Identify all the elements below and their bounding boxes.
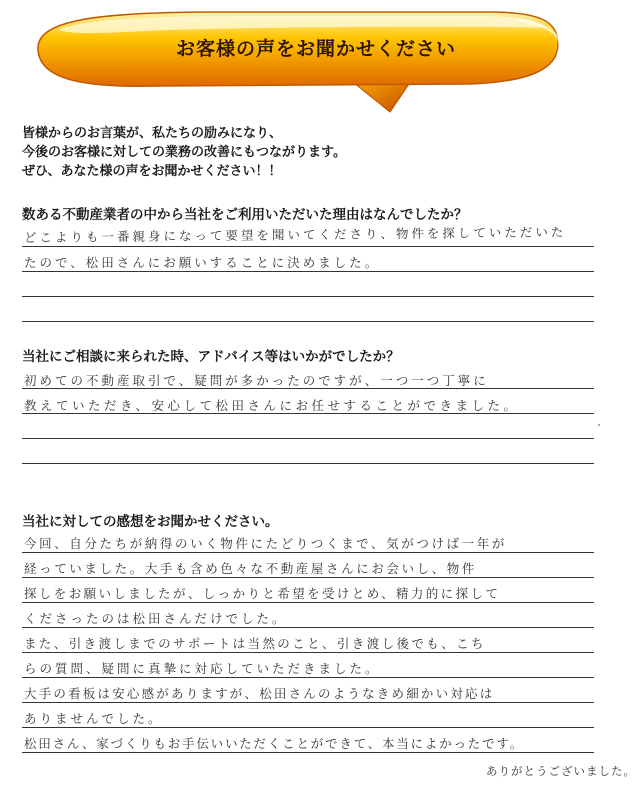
handwritten-answer: また、引き渡しまでのサポートは当然のこと、引き渡し後でも、こち [24, 636, 486, 651]
handwritten-answer: 大手の看板は安心感がありますが、松田さんのようなきめ細かい対応は [24, 686, 495, 701]
ruled-line [22, 552, 594, 553]
ruled-line [22, 727, 594, 728]
ruled-line [22, 438, 594, 439]
handwritten-answer: 初めての不動産取引で、疑問が多かったのですが、一つ一つ丁寧に [24, 373, 489, 388]
ruled-line [22, 577, 594, 578]
handwritten-answer: どこよりも一番親身になって要望を聞いてくださり、物件を探していただいた [23, 224, 567, 246]
ruled-line [22, 271, 594, 272]
intro-text [22, 124, 582, 181]
closing-note: ありがとうございました。 [486, 764, 636, 778]
question-3: 当社に対しての感想をお聞かせください。 [22, 514, 279, 530]
intro-line: 皆様からのお言葉が、私たちの励みになり、 [22, 126, 283, 141]
ruled-line [22, 702, 594, 703]
handwritten-answer: 経っていました。大手も含め色々な不動産屋さんにお会いし、物件 [24, 561, 478, 576]
handwritten-answer: 松田さん、家づくりもお手伝いいただくことができて、本当によかったです。 [24, 736, 525, 751]
handwritten-answer: ありませんでした。 [24, 711, 164, 726]
handwritten-answer: 探しをお願いしましたが、しっかりと希望を受けとめ、精力的に探して [24, 586, 501, 601]
ruled-line [22, 627, 594, 628]
handwritten-answer: たので、松田さんにお願いすることに決めました。 [24, 255, 381, 270]
ruled-line [22, 463, 594, 464]
ruled-line [22, 296, 594, 297]
ruled-line [22, 677, 594, 678]
handwritten-answer: くださったのは松田さんだけでした。 [24, 611, 288, 626]
question-1: 数ある不動産業者の中から当社をご利用いただいた理由はなんでしたか？ [22, 207, 468, 223]
handwritten-answer: 今回、自分たちが納得のいく物件にたどりつくまで、気がつけば一年が [24, 536, 507, 551]
intro-line: 今後のお客様に対しての業務の改善にもつながります。 [22, 145, 346, 160]
ruled-line [22, 602, 594, 603]
handwritten-answer: 教えていただき、安心して松田さんにお任せすることができました。 [24, 398, 520, 413]
question-2: 当社にご相談に来られた時、アドバイス等はいかがでしたか？ [22, 349, 400, 365]
banner-shape [18, 8, 578, 118]
header-banner [18, 8, 578, 118]
ruled-line [22, 246, 594, 247]
handwritten-answer: らの質問、疑問に真摯に対応していただきました。 [24, 661, 381, 676]
ruled-line [22, 321, 594, 322]
page-title: お客様の声をお聞かせください [175, 38, 456, 60]
speck [598, 424, 600, 426]
ruled-line [22, 752, 594, 753]
ruled-line [22, 652, 594, 653]
intro-line: ぜひ、あなた様の声をお聞かせください！！ [22, 164, 282, 179]
